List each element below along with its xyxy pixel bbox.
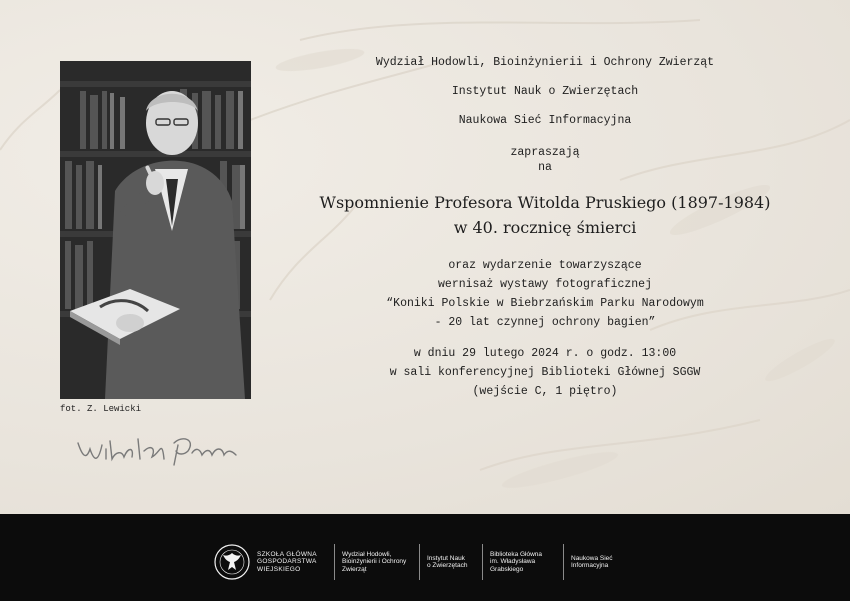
partner-line: Grabskiego: [490, 565, 524, 573]
event-date: w dniu 29 lutego 2024 r. o godz. 13:00: [413, 347, 677, 360]
organizer-institute: Instytut Nauk o Zwierzętach: [451, 85, 639, 98]
divider: [334, 544, 335, 580]
partner-line: Bioinżynierii i Ochrony: [342, 558, 407, 566]
sggw-name-line: GOSPODARSTWA: [257, 558, 317, 566]
portrait-illustration: [60, 61, 251, 399]
sggw-name-line: WIEJSKIEGO: [257, 565, 301, 573]
invitation-content: [300, 52, 790, 401]
date-and-venue: [300, 344, 790, 401]
portrait-photo: [60, 61, 251, 399]
partner-line: Naukowa Sieć: [571, 554, 613, 562]
event-entrance: (wejście C, 1 piętro): [472, 385, 618, 398]
organizer-faculty: Wydział Hodowli, Bioinżynierii i Ochrony Zwierząt: [375, 56, 715, 69]
divider: [482, 544, 483, 580]
exhibition-type: wernisaż wystawy fotograficznej: [438, 278, 652, 291]
accompanying-intro: oraz wydarzenie towarzyszące: [448, 259, 642, 272]
invite-verb: zapraszają: [510, 146, 580, 159]
partner-line: im. Władysława: [490, 558, 536, 566]
accompanying-event: [300, 256, 790, 332]
partner-line: Instytut Nauk: [427, 554, 465, 562]
exhibition-title-2: - 20 lat czynnej ochrony bagien”: [434, 316, 656, 329]
organizer-network: Naukowa Sieć Informacyjna: [458, 114, 632, 127]
sggw-name-line: SZKOŁA GŁÓWNA: [257, 550, 317, 558]
partner-network: [571, 555, 631, 570]
partner-line: Wydział Hodowli,: [342, 550, 392, 558]
footer-logos: [213, 542, 631, 582]
invite-preposition: na: [538, 161, 552, 174]
footer-bar: [0, 514, 850, 601]
partner-line: Informacyjna: [571, 562, 609, 569]
photo-caption: fot. Z. Lewicki: [60, 404, 142, 414]
event-title-line-2: w 40. rocznicę śmierci: [453, 218, 637, 237]
exhibition-title-1: “Koniki Polskie w Biebrzańskim Parku Narodowym: [386, 297, 704, 310]
signature: [70, 425, 250, 475]
event-title-line-1: Wspomnienie Profesora Witolda Pruskiego (1897-1984): [319, 193, 771, 212]
divider: [563, 544, 564, 580]
partner-institute: [427, 555, 475, 570]
event-title: [300, 190, 790, 240]
sggw-name: [257, 551, 327, 574]
partner-line: Biblioteka Główna: [490, 550, 543, 558]
partner-faculty: [342, 551, 412, 574]
partner-library: [490, 551, 556, 574]
partner-line: Zwierząt: [342, 565, 367, 573]
partner-line: o Zwierzętach: [427, 562, 468, 569]
divider: [419, 544, 420, 580]
event-venue: w sali konferencyjnej Biblioteki Głównej SGGW: [389, 366, 701, 379]
sggw-crest-icon: [213, 543, 251, 581]
